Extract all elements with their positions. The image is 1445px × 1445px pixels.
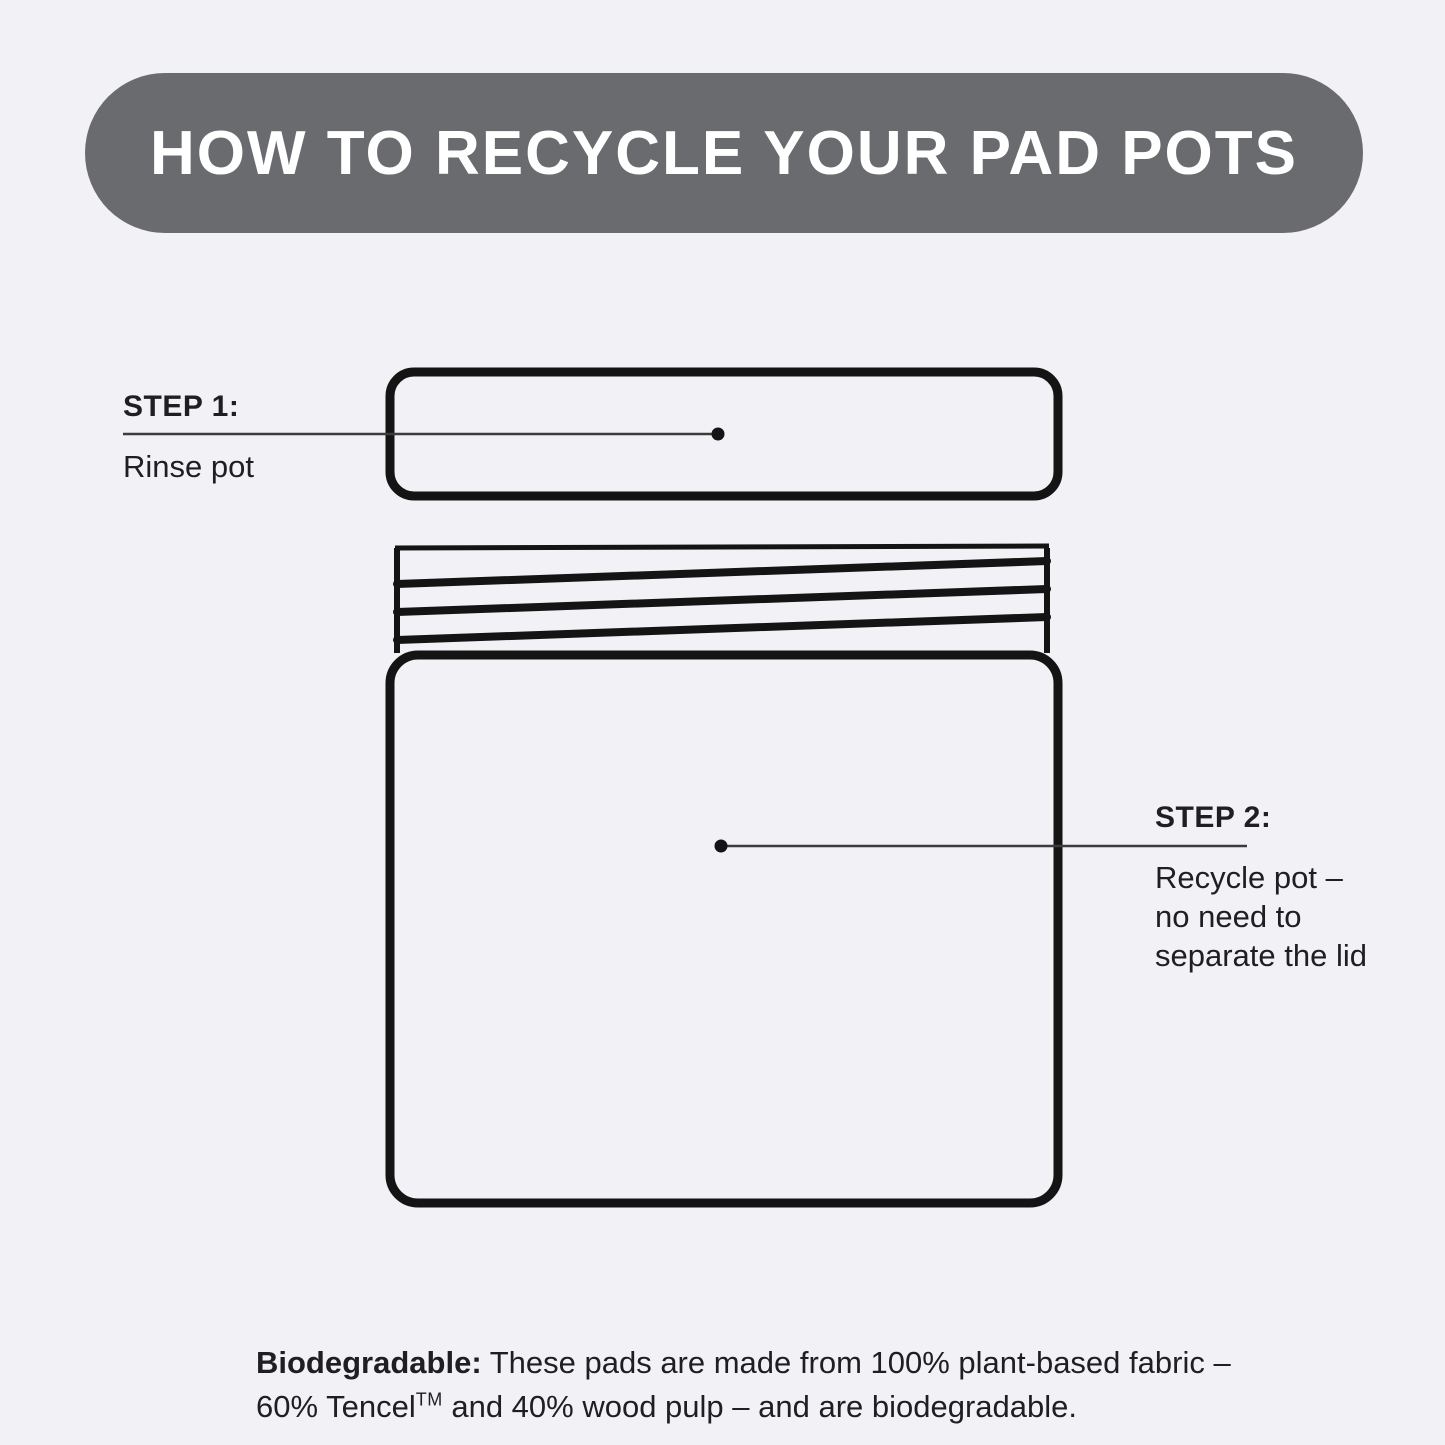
step1-leader xyxy=(123,428,725,441)
thread-line-1 xyxy=(397,561,1047,584)
biodegradable-note xyxy=(256,1341,1236,1429)
step1-description xyxy=(123,447,254,486)
pot-body-outline xyxy=(390,655,1058,1203)
thread-top-edge xyxy=(395,546,1049,548)
screw-threads xyxy=(395,546,1049,653)
biodegradable-note-line2-rest: and 40% wood pulp – and are biodegradable. xyxy=(442,1389,1077,1424)
trademark-symbol: TM xyxy=(415,1389,443,1410)
step2-description-line: Recycle pot – xyxy=(1155,860,1343,895)
step1-description-line: Rinse pot xyxy=(123,449,254,484)
biodegradable-note-line1: These pads are made from 100% plant-based fabric – xyxy=(481,1345,1231,1380)
step2-description xyxy=(1155,858,1367,975)
step1-leader-dot xyxy=(712,428,725,441)
thread-line-2 xyxy=(397,589,1047,612)
page-title: HOW TO RECYCLE YOUR PAD POTS xyxy=(150,118,1298,188)
biodegradable-note-line2-pre: 60% Tencel xyxy=(256,1389,416,1424)
step2-leader xyxy=(715,840,1248,853)
biodegradable-note-bold: Biodegradable: xyxy=(256,1345,482,1380)
thread-line-3 xyxy=(397,617,1047,640)
step2-leader-dot xyxy=(715,840,728,853)
step2-description-line: separate the lid xyxy=(1155,938,1367,973)
step1-label: STEP 1: xyxy=(123,390,240,423)
step2-label: STEP 2: xyxy=(1155,801,1272,834)
step2-description-line: no need to xyxy=(1155,899,1302,934)
